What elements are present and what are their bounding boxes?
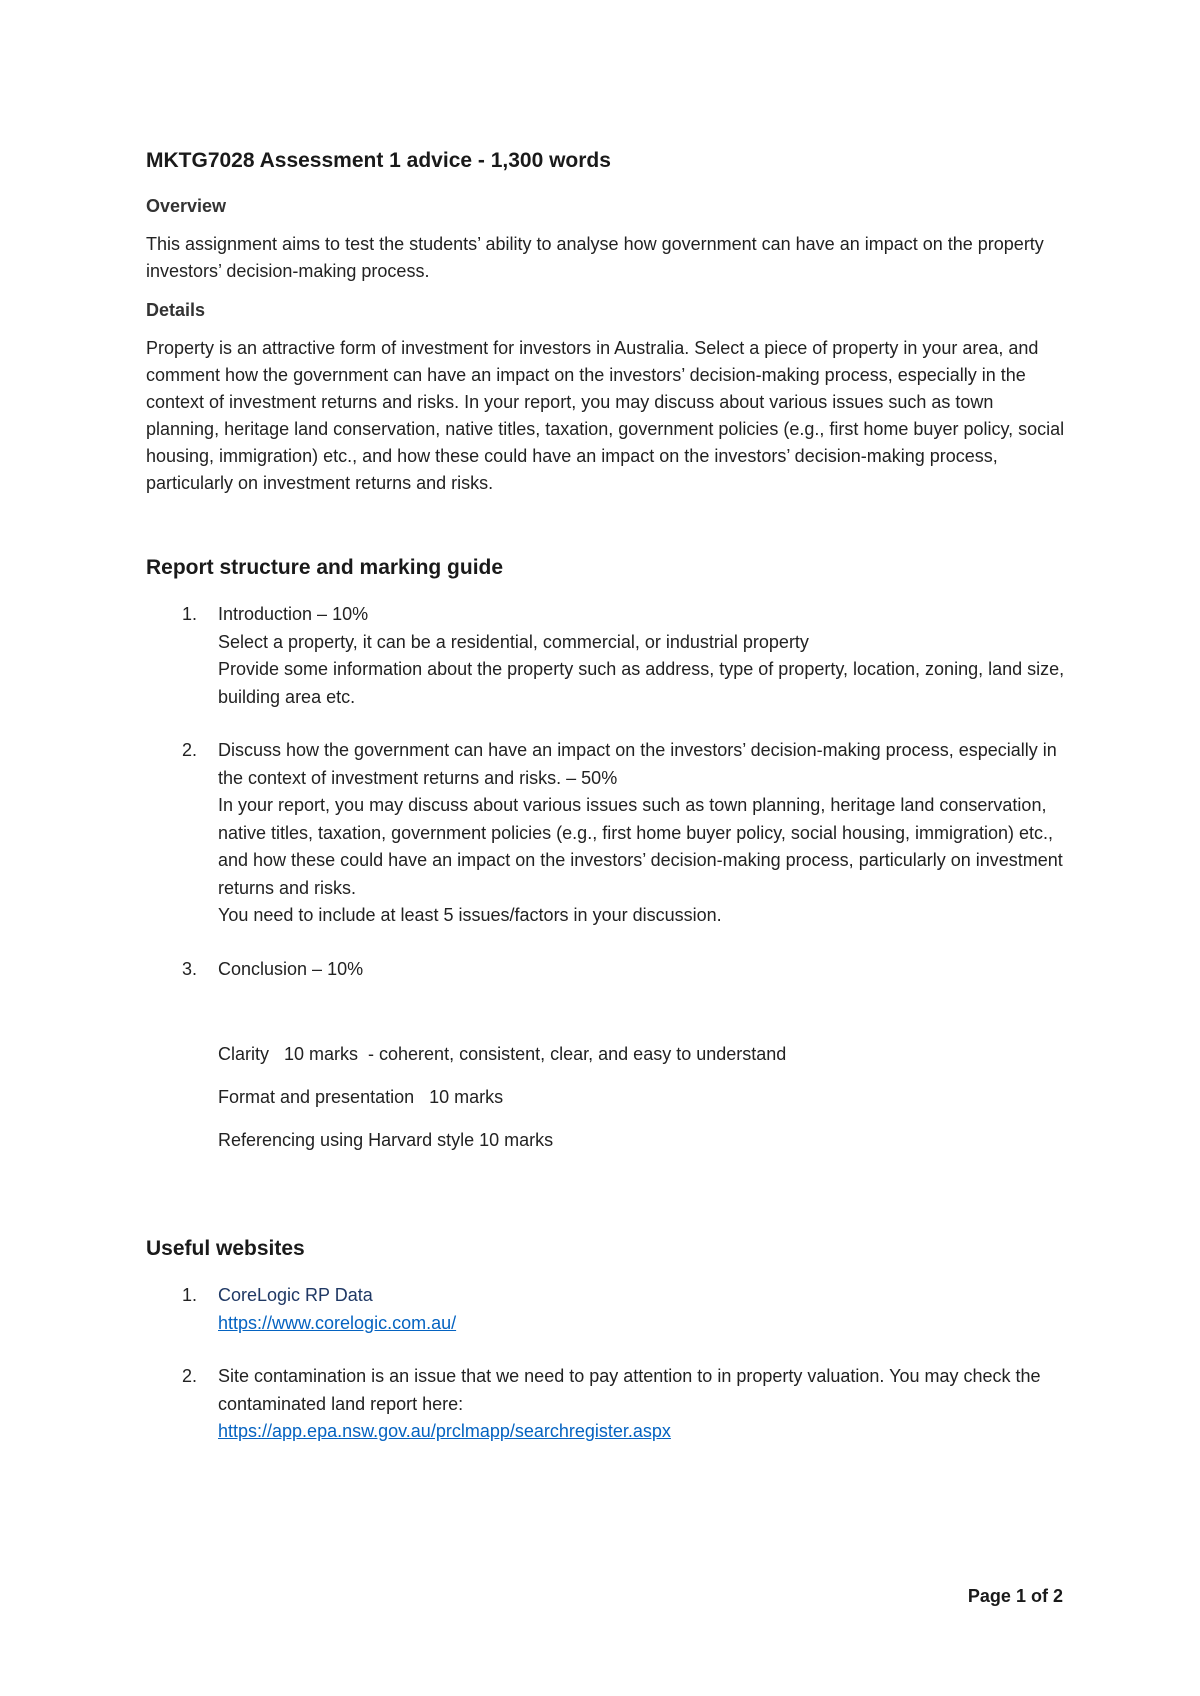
page-word: Page	[967, 1586, 1011, 1606]
report-structure-list	[146, 601, 1066, 983]
marking-referencing: Referencing using Harvard style 10 marks	[218, 1130, 554, 1150]
list-item	[146, 601, 1066, 711]
list-item-line: You need to include at least 5 issues/factors in your discussion.	[218, 905, 722, 925]
useful-websites-list	[146, 1282, 1066, 1446]
useful-websites-heading: Useful websites	[146, 1237, 305, 1260]
list-item-number: 2.	[182, 1366, 198, 1386]
list-item	[146, 956, 1066, 984]
overview-text: This assignment aims to test the students’ ability to analyse how government can have an impact on the property investors’ decision-making process.	[146, 234, 1044, 281]
list-item-line: Discuss how the government can have an impact on the investors’ decision-making process, especially in the context of investment returns and risks. – 50%	[218, 740, 1057, 788]
list-item-number: 2.	[182, 740, 198, 760]
marking-criteria	[146, 1041, 1066, 1154]
website-description: Site contamination is an issue that we need to pay attention to in property valuation. You may check the contaminated land report here:	[218, 1366, 1041, 1414]
list-item-line: Conclusion – 10%	[218, 958, 364, 979]
marking-format: Format and presentation 10 marks	[218, 1087, 504, 1107]
list-item	[146, 1363, 1066, 1446]
list-item	[146, 737, 1066, 930]
details-text: Property is an attractive form of investment for investors in Australia. Select a piece of property in your area, and comment how the government can have an impact on the investors’ decision-making process, especially in the context of investment returns and risks. In your report, you may discuss about various issues such as town planning, heritage land conservation, native titles, taxation, government policies (e.g., first home buyer policy, social housing, immigration) etc., and how these could have an impact on the investors’ decision-making process, particularly on investment returns and risks.	[146, 338, 1065, 493]
page-total: 2	[1052, 1586, 1063, 1606]
website-link[interactable]: https://app.epa.nsw.gov.au/prclmapp/searchregister.aspx	[218, 1421, 671, 1441]
page-number	[968, 1586, 1063, 1607]
list-item-line: Introduction – 10%	[218, 604, 369, 624]
website-name: CoreLogic RP Data	[218, 1285, 373, 1305]
list-item-number: 3.	[182, 958, 198, 979]
details-heading: Details	[146, 300, 206, 320]
document-content	[146, 148, 1066, 1472]
list-item-line: Select a property, it can be a residential, commercial, or industrial property	[218, 631, 809, 652]
list-item	[146, 1282, 1066, 1337]
report-structure-heading: Report structure and marking guide	[146, 556, 504, 579]
document-title: MKTG7028 Assessment 1 advice - 1,300 words	[146, 149, 611, 172]
list-item-number: 1.	[182, 1285, 198, 1305]
list-item-line: In your report, you may discuss about various issues such as town planning, heritage land conservation, native titles, taxation, government policies (e.g., first home buyer policy, social housing, immigration) etc., and how these could have an impact on the investors’ decision-making process, particularly on investment returns and risks.	[218, 795, 1063, 898]
page-current: 1	[1015, 1586, 1026, 1606]
page-of-word: of	[1030, 1586, 1048, 1606]
website-link[interactable]: https://www.corelogic.com.au/	[218, 1312, 457, 1333]
overview-heading: Overview	[146, 196, 227, 216]
marking-clarity: Clarity 10 marks - coherent, consistent, clear, and easy to understand	[218, 1044, 787, 1064]
list-item-number: 1.	[182, 604, 198, 624]
list-item-line: Provide some information about the property such as address, type of property, location, zoning, land size, building area etc.	[218, 659, 1065, 707]
